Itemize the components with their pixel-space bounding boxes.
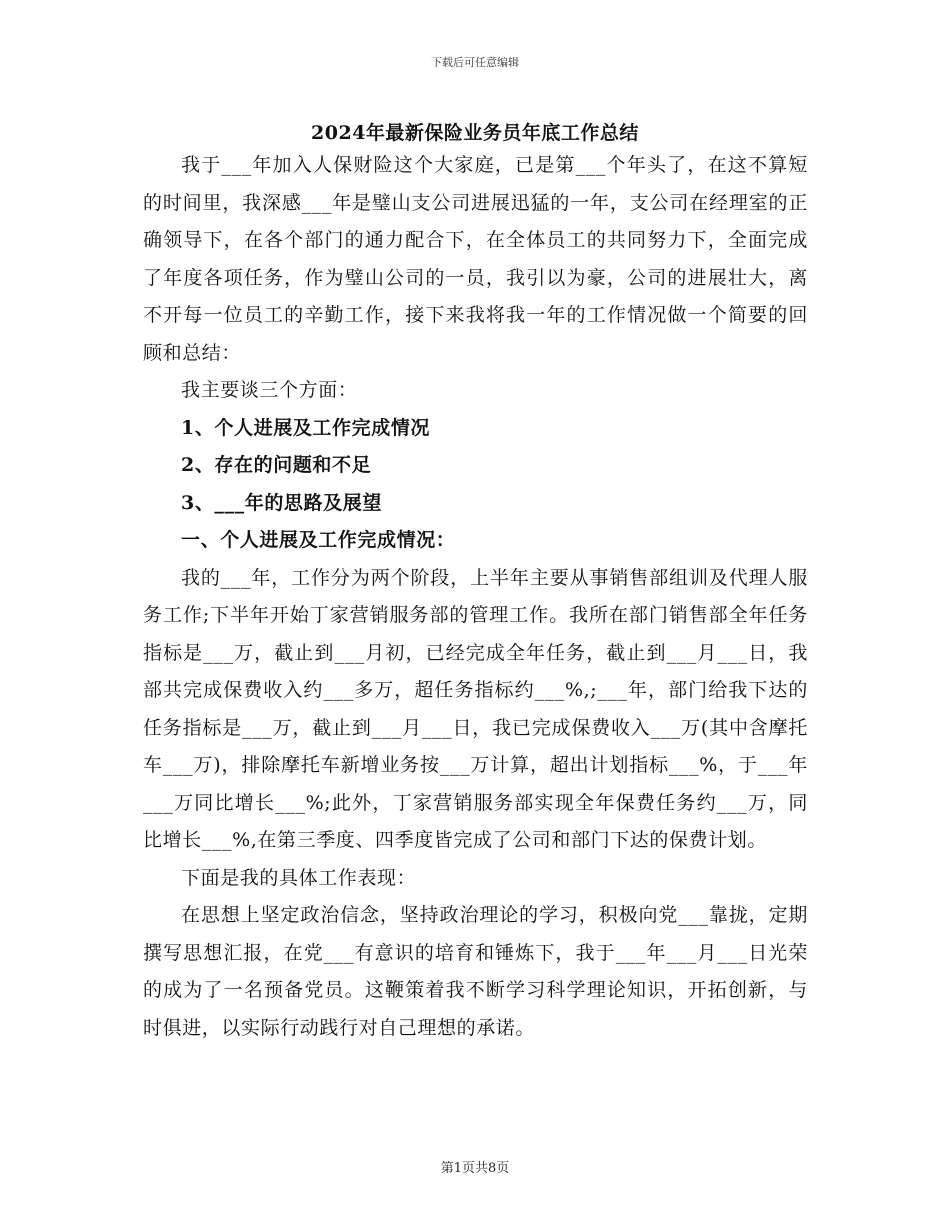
performance-intro: 下面是我的具体工作表现： [181, 866, 417, 889]
document-title: 2024年最新保险业务员年底工作总结 [311, 122, 639, 144]
political-thought-paragraph: 在思想上坚定政治信念，坚持政治理论的学习，积极向党___靠拢，定期撰写思想汇报，在党___有意识的培育和锤炼下，我于___年___月___日光荣的成为了一名预备党员。这鞭策着我不断学习科学理论知识，开拓创新，与时俱进，以实际行动践行对自己理想的承诺。 [143, 904, 808, 1039]
work-summary-paragraph: 我的___年，工作分为两个阶段，上半年主要从事销售部组训及代理人服务工作;下半年开始丁家营销服务部的管理工作。我所在部门销售部全年任务指标是___万，截止到___月初，已经完成全年任务，截止到___月___日，我部共完成保费收入约___多万，超任务指标约___%,;___年，部门给我下达的任务指标是___万，截止到___月___日，我已完成保费收入___万(其中含摩托车___万)，排除摩托车新增业务按___万计算，超出计划指标___%，于___年___万同比增长___%;此外，丁家营销服务部实现全年保费任务约___万，同比增长___%,在第三季度、四季度皆完成了公司和部门下达的保费计划。 [143, 566, 808, 851]
intro-paragraph: 我于___年加入人保财险这个大家庭，已是第___个年头了，在这不算短的时间里，我深感___年是璧山支公司进展迅猛的一年，支公司在经理室的正确领导下，在各个部门的通力配合下，在全体员工的共同努力下，全面完成了年度各项任务，作为璧山公司的一员，我引以为豪，公司的进展壮大，离不开每一位员工的辛勤工作，接下来我将我一年的工作情况做一个简要的回顾和总结： [143, 154, 808, 364]
document-body [143, 147, 808, 1047]
aspect-item-1: 1、个人进展及工作完成情况 [181, 416, 431, 439]
three-aspects-intro: 我主要谈三个方面： [181, 379, 358, 401]
aspect-item-2: 2、存在的问题和不足 [181, 454, 372, 476]
section-heading-1: 一、个人进展及工作完成情况： [181, 529, 456, 551]
page-footer-number: 第1页共8页 [440, 1161, 510, 1176]
aspect-item-3: 3、___年的思路及展望 [181, 491, 382, 514]
page-header-note: 下载后可任意编辑 [431, 56, 519, 69]
